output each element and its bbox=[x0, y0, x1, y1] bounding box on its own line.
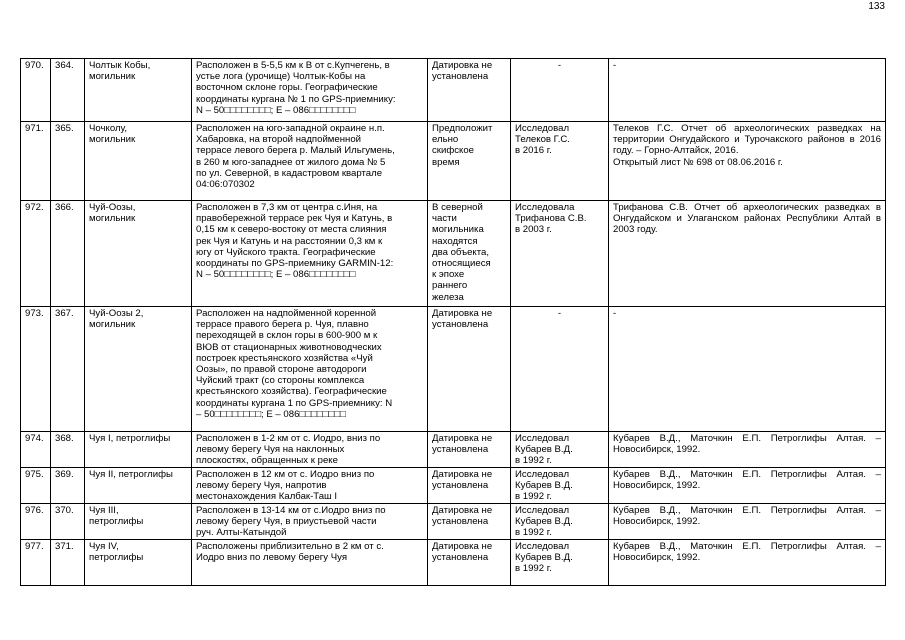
literature-cell bbox=[609, 201, 886, 307]
dating-cell bbox=[428, 59, 511, 122]
literature-cell bbox=[609, 307, 886, 432]
explorer-line: Исследовал bbox=[515, 469, 570, 480]
monument-name-cell bbox=[85, 307, 192, 432]
local-number-cell: 367. bbox=[51, 307, 85, 432]
location-description-line: террасе правого берега р. Чуя, плавно bbox=[196, 319, 369, 331]
local-number-cell: 369. bbox=[51, 468, 85, 504]
location-description-line: Иодро вниз по левому берегу Чуя bbox=[196, 552, 348, 564]
dating-line: Предположит bbox=[432, 123, 493, 134]
explorer-line: Исследовал bbox=[515, 433, 570, 444]
location-description-line: N – 50□□□□□□□□; E – 086□□□□□□□□ bbox=[196, 104, 356, 116]
location-description-line: левому берегу Чуя на наклонных bbox=[196, 444, 345, 456]
dating-line: железа bbox=[432, 291, 464, 303]
monument-name-line: петроглифы bbox=[89, 552, 144, 564]
monument-name-line: могильник bbox=[89, 134, 136, 146]
registry-number-cell: 977. bbox=[21, 540, 51, 586]
explorer-cell bbox=[511, 504, 609, 540]
explorer-line: в 1992 г. bbox=[515, 455, 552, 467]
dating-line: Датировка не bbox=[432, 469, 493, 480]
location-description-line: 0,15 км к северо-востоку от места слияния bbox=[196, 224, 387, 236]
monument-name-cell bbox=[85, 504, 192, 540]
monument-name-cell bbox=[85, 201, 192, 307]
monument-name-line: петроглифы bbox=[89, 516, 144, 528]
dating-cell bbox=[428, 122, 511, 201]
location-description-line: построек крестьянского хозяйства «Чуй bbox=[196, 352, 373, 364]
table-row bbox=[21, 59, 886, 122]
dating-cell bbox=[428, 468, 511, 504]
literature-line: - bbox=[613, 60, 617, 71]
explorer-line: Кубарев В.Д. bbox=[515, 444, 573, 456]
location-description-line: руч. Алты-Катындой bbox=[196, 527, 287, 539]
registry-number-cell: 974. bbox=[21, 432, 51, 468]
dating-line: Датировка не bbox=[432, 60, 493, 71]
dating-line: Датировка не bbox=[432, 505, 493, 516]
location-description-line: N – 50□□□□□□□□; E – 086□□□□□□□□ bbox=[196, 269, 356, 281]
explorer-cell bbox=[511, 468, 609, 504]
explorer-line: Трифанова С.В. bbox=[515, 213, 587, 225]
explorer-line: - bbox=[557, 60, 562, 71]
literature-line: Открытый лист № 698 от 08.06.2016 г. bbox=[613, 156, 783, 168]
local-number-cell: 370. bbox=[51, 504, 85, 540]
dating-line: установлена bbox=[432, 552, 489, 564]
registry-number-cell: 973. bbox=[21, 307, 51, 432]
registry-number-cell: 972. bbox=[21, 201, 51, 307]
dating-line: могильника bbox=[432, 224, 484, 236]
location-description-line: Расположен в 13-14 км от с.Иодро вниз по bbox=[196, 505, 386, 516]
explorer-cell bbox=[511, 59, 609, 122]
monuments-table bbox=[20, 58, 886, 586]
explorer-line: Кубарев В.Д. bbox=[515, 516, 573, 528]
table-row bbox=[21, 504, 886, 540]
explorer-cell bbox=[511, 432, 609, 468]
location-description-line: Расположен в 12 км от с. Иодро вниз по bbox=[196, 469, 375, 480]
location-description-line: плоскостях, обращенных к реке bbox=[196, 455, 338, 467]
location-description-line: террасе левого берега р. Малый Ильгумень, bbox=[196, 145, 395, 157]
monument-name-line: Чочколу, bbox=[89, 123, 128, 134]
dating-line: Датировка не bbox=[432, 541, 493, 552]
explorer-line: в 2016 г. bbox=[515, 145, 552, 157]
monument-name-line: Чуя III, bbox=[89, 505, 119, 516]
monument-name-line: Чуя IV, bbox=[89, 541, 119, 552]
monument-name-line: Чуя II, петроглифы bbox=[89, 469, 173, 480]
literature-line: Телеков Г.С. Отчет об археологических разведках на территории Онгудайского и Турочакского районов в 2016 году. – Горно-Алтайск, 2016. bbox=[613, 123, 881, 157]
dating-cell bbox=[428, 504, 511, 540]
literature-cell bbox=[609, 540, 886, 586]
registry-number-cell: 975. bbox=[21, 468, 51, 504]
explorer-line: Исследовал bbox=[515, 541, 570, 552]
location-description-line: Расположен в 7,3 км от центра с.Иня, на bbox=[196, 202, 378, 213]
location-description-line: восточном склоне горы. Географические bbox=[196, 82, 378, 94]
dating-line: ельно bbox=[432, 134, 459, 146]
location-description-line: югу от Чуйского тракта. Географические bbox=[196, 246, 376, 258]
dating-line: скифское bbox=[432, 145, 475, 157]
monument-name-line: могильник bbox=[89, 319, 136, 331]
location-description-line: правобережной террасе рек Чуя и Катунь, в bbox=[196, 213, 393, 225]
location-description-line: Хабаровка, на второй надпойменной bbox=[196, 134, 362, 146]
explorer-line: Кубарев В.Д. bbox=[515, 480, 573, 492]
explorer-line: Кубарев В.Д. bbox=[515, 552, 573, 564]
page-number: 133 bbox=[868, 1, 885, 12]
monument-name-line: могильник bbox=[89, 213, 136, 225]
explorer-cell bbox=[511, 201, 609, 307]
location-description-line: устье лога (урочище) Чолтык-Кобы на bbox=[196, 71, 366, 83]
monument-name-line: Чолтык Кобы, bbox=[89, 60, 151, 71]
explorer-cell bbox=[511, 307, 609, 432]
dating-line: установлена bbox=[432, 516, 489, 528]
monument-name-line: Чуй-Оозы 2, bbox=[89, 308, 144, 319]
monument-name-cell bbox=[85, 468, 192, 504]
location-description-cell bbox=[192, 307, 428, 432]
dating-cell bbox=[428, 201, 511, 307]
literature-line: Кубарев В.Д., Маточкин Е.П. Петроглифы Алтая. – Новосибирск, 1992. bbox=[613, 469, 881, 492]
monument-name-cell bbox=[85, 59, 192, 122]
explorer-line: Исследовала bbox=[515, 202, 575, 213]
table-row bbox=[21, 122, 886, 201]
location-description-line: Расположен в 5-5,5 км к В от с.Купчегень, в bbox=[196, 60, 390, 71]
location-description-line: координаты кургана № 1 по GPS-приемнику: bbox=[196, 93, 396, 105]
registry-number-cell: 971. bbox=[21, 122, 51, 201]
monument-name-cell bbox=[85, 540, 192, 586]
monument-name-line: могильник bbox=[89, 71, 136, 83]
dating-line: к эпохе bbox=[432, 269, 465, 281]
dating-line: время bbox=[432, 156, 460, 168]
explorer-line: в 1992 г. bbox=[515, 563, 552, 575]
location-description-line: левому берегу Чуя, напротив bbox=[196, 480, 327, 492]
table-row bbox=[21, 468, 886, 504]
location-description-line: Расположен в 1-2 км от с. Иодро, вниз по bbox=[196, 433, 381, 444]
location-description-line: Расположен на юго-западной окраине н.п. bbox=[196, 123, 385, 134]
dating-line: части bbox=[432, 213, 457, 225]
explorer-line: Исследовал bbox=[515, 505, 570, 516]
literature-line: Кубарев В.Д., Маточкин Е.П. Петроглифы Алтая. – Новосибирск, 1992. bbox=[613, 505, 881, 528]
dating-line: находятся bbox=[432, 235, 478, 247]
monument-name-line: Чуя I, петроглифы bbox=[89, 433, 171, 444]
dating-cell bbox=[428, 432, 511, 468]
location-description-line: 04:06:070302 bbox=[196, 179, 255, 191]
literature-line: - bbox=[613, 308, 617, 319]
table-row bbox=[21, 307, 886, 432]
literature-cell bbox=[609, 432, 886, 468]
location-description-cell bbox=[192, 540, 428, 586]
location-description-cell bbox=[192, 468, 428, 504]
local-number-cell: 371. bbox=[51, 540, 85, 586]
location-description-line: в 260 м юго-западнее от жилого дома № 5 bbox=[196, 156, 386, 168]
location-description-cell bbox=[192, 201, 428, 307]
dating-line: два объекта, bbox=[432, 246, 490, 258]
local-number-cell: 366. bbox=[51, 201, 85, 307]
location-description-line: по ул. Северной, в кадастровом квартале bbox=[196, 167, 383, 179]
local-number-cell: 365. bbox=[51, 122, 85, 201]
location-description-cell bbox=[192, 504, 428, 540]
location-description-line: координаты по GPS-приемнику GARMIN-12: bbox=[196, 258, 394, 270]
table-row bbox=[21, 432, 886, 468]
location-description-line: левому берегу Чуя, в приустьевой части bbox=[196, 516, 377, 528]
dating-cell bbox=[428, 307, 511, 432]
location-description-line: крестьянского хозяйства). Географические bbox=[196, 386, 387, 398]
literature-cell bbox=[609, 504, 886, 540]
literature-line: Кубарев В.Д., Маточкин Е.П. Петроглифы Алтая. – Новосибирск, 1992. bbox=[613, 541, 881, 564]
dating-line: В северной bbox=[432, 202, 483, 213]
monument-name-cell bbox=[85, 122, 192, 201]
dating-line: установлена bbox=[432, 319, 489, 331]
location-description-line: ВЮВ от стационарных животноводческих bbox=[196, 341, 382, 353]
dating-line: установлена bbox=[432, 71, 489, 83]
location-description-line: Чуйский тракт (со стороны комплекса bbox=[196, 375, 365, 387]
dating-line: установлена bbox=[432, 480, 489, 492]
dating-cell bbox=[428, 540, 511, 586]
explorer-cell bbox=[511, 540, 609, 586]
table-row bbox=[21, 540, 886, 586]
location-description-cell bbox=[192, 432, 428, 468]
location-description-line: Расположены приблизительно в 2 км от с. bbox=[196, 541, 384, 552]
location-description-cell bbox=[192, 59, 428, 122]
local-number-cell: 364. bbox=[51, 59, 85, 122]
dating-line: установлена bbox=[432, 444, 489, 456]
table-row bbox=[21, 201, 886, 307]
location-description-line: координаты кургана 1 по GPS-приемнику: N bbox=[196, 397, 393, 409]
literature-line: Кубарев В.Д., Маточкин Е.П. Петроглифы Алтая. – Новосибирск, 1992. bbox=[613, 433, 881, 456]
location-description-line: Расположен на надпойменной коренной bbox=[196, 308, 377, 319]
explorer-line: - bbox=[557, 308, 562, 319]
registry-number-cell: 970. bbox=[21, 59, 51, 122]
explorer-line: в 2003 г. bbox=[515, 224, 552, 236]
explorer-line: в 1992 г. bbox=[515, 527, 552, 539]
location-description-cell bbox=[192, 122, 428, 201]
explorer-line: в 1992 г. bbox=[515, 491, 552, 503]
dating-line: раннего bbox=[432, 280, 468, 292]
monument-name-cell bbox=[85, 432, 192, 468]
explorer-line: Телеков Г.С. bbox=[515, 134, 570, 146]
literature-cell bbox=[609, 468, 886, 504]
explorer-cell bbox=[511, 122, 609, 201]
dating-line: Датировка не bbox=[432, 433, 493, 444]
monument-name-line: Чуй-Оозы, bbox=[89, 202, 136, 213]
location-description-line: Оозы», по правой стороне автодороги bbox=[196, 364, 367, 376]
local-number-cell: 368. bbox=[51, 432, 85, 468]
table-body bbox=[21, 59, 886, 586]
dating-line: относящиеся bbox=[432, 258, 491, 270]
location-description-line: рек Чуя и Катунь и на расстоянии 0,3 км к bbox=[196, 235, 383, 247]
registry-number-cell: 976. bbox=[21, 504, 51, 540]
literature-cell bbox=[609, 122, 886, 201]
dating-line: Датировка не bbox=[432, 308, 493, 319]
location-description-line: местонахождения Калбак-Таш I bbox=[196, 491, 338, 503]
location-description-line: – 50□□□□□□□□; E – 086□□□□□□□□ bbox=[196, 408, 346, 420]
explorer-line: Исследовал bbox=[515, 123, 570, 134]
literature-cell bbox=[609, 59, 886, 122]
literature-line: Трифанова С.В. Отчет об археологических разведках в Онгудайском и Улаганском районах Республики Алтай в 2003 году. bbox=[613, 202, 881, 236]
location-description-line: переходящей в склон горы в 600-900 м к bbox=[196, 330, 378, 342]
